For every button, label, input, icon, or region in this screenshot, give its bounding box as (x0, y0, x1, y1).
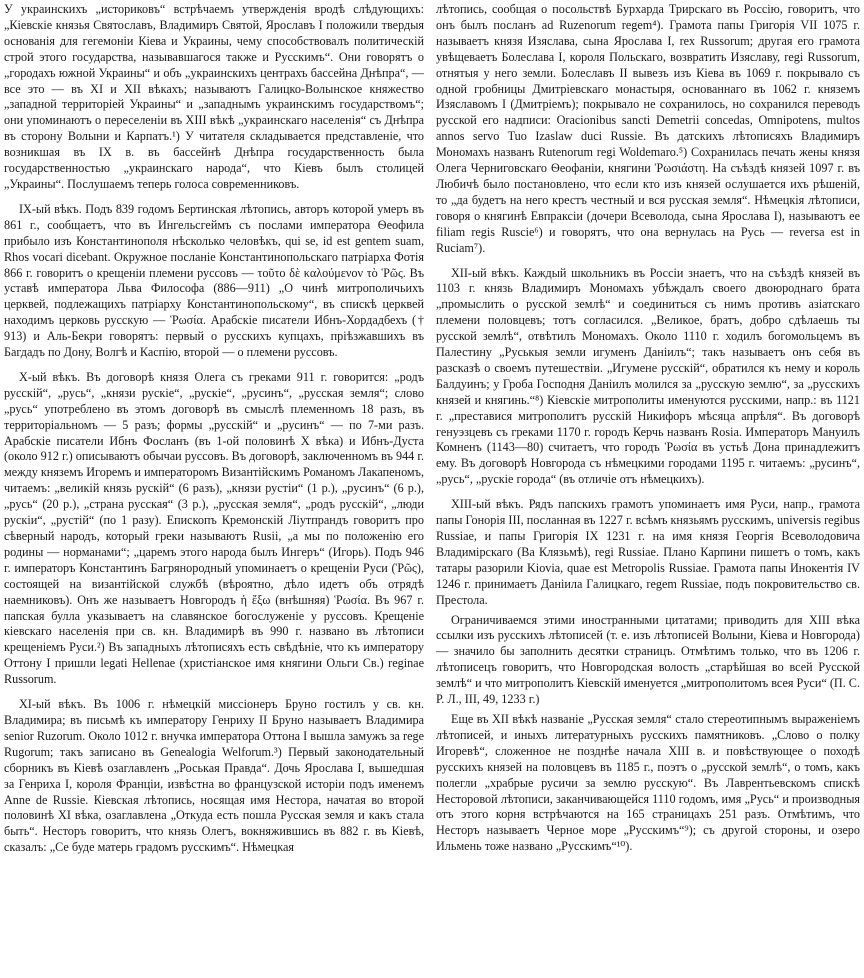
intro-paragraph: У украинскихъ „историковъ“ встрѣчаемъ утвержденія вродѣ слѣдующихъ: „Кіевскіе князья Святославъ, Владимиръ Святой, Ярославъ I положили твердыя основанія для гегемоніи Кіева и Украины, чему способствовалъ политическій строй этого государства, называвшагося также и Русскимъ“. Они говорятъ о „городахъ южной Украины“ и объ „украинскихъ центрахъ бассейна Днѣпра“, — все это — въ XI и XII вѣкахъ; называютъ Галицко-Волынское княжество „западной территоріей Украины“ и „западнымъ украинскимъ государствомъ“; они упоминаютъ о переселеніи въ XIII вѣкѣ „украинскаго населенія“ съ Днѣпра въ сторону Волыни и Карпатъ.¹) У читателя складывается представленіе, что возникшая въ IX в. въ бассейнѣ Днѣпра государственность была государственностью „украинскаго народа“, что Кіевъ былъ столицей „Украины“. Послушаемъ теперь голоса современниковъ. (4, 2, 424, 191)
left-column (4, 2, 424, 976)
x-century-paragraph: X-ый вѣкъ. Въ договорѣ князя Олега съ греками 911 г. говорится: „родъ русскій“, „русь“, „князи рускіе“, „рускіе“, „русинъ“, „русская земля“; слово „русь“ употреблено въ этомъ договорѣ въ смыслѣ племенномъ 18 разъ, въ территоріальномъ — 5 разъ; формы „русскій“ и „русинъ“ — по 7-ми разъ. Арабскіе писатели Ибнъ Фосланъ (въ 1-ой половинѣ X вѣка) и Ибнъ-Дуста (около 912 г.) описываютъ обычаи руссовъ. Въ договорѣ, заключенномъ въ 944 г. между княземъ Игоремъ и императоромъ Византійскимъ Романомъ Лакапеномъ, читаемъ: „великій князь рускій“ (6 разъ), „князи рустіи“ (1 р.), „русинъ“ (6 р.), „русь“ (20 р.), „страна русская“ (3 р.), „русская земля“, „родъ русскій“, „люди рускіи“, „рустій“ (по 1 разу). Епископъ Кремонскій Ліутпрандъ говоритъ про сѣверный народъ, который греки называютъ Rusii, „а мы по положенію его родины — норманами“; „царемъ этого народа былъ Ингеръ“ (Игорь). Подъ 946 г. императоръ Константинъ Багрянородный упоминаетъ о крещеніи Руси (Ῥῶς), состоящей на византійской службѣ (вѣроятно, дѣло идетъ объ отрядѣ наемниковъ). Онъ же называетъ Новгородъ ἡ ἔξω (внѣшняя) Ῥωσία. Въ 967 г. папская булла указываетъ на славянское богослуженіе у руссовъ. Крещеніе кіевскаго населенія при св. кн. Владимирѣ въ 990 г. названо въ лѣтописи крещеніемъ Руси.²) Въ западныхъ лѣтописяхъ есть свѣдѣніе, что къ императору Оттону I пришли legati Hellenae (христіанское имя княгини Ольги Св.) reginae Russorum. (4, 369, 424, 687)
right-column (436, 2, 860, 976)
xi-century-paragraph: XI-ый вѣкъ. Въ 1006 г. нѣмецкій миссіонеръ Бруно гостилъ у св. кн. Владимира; въ письмѣ къ императору Генриху II Бруно называетъ Владимира senior Ruzorum. Около 1012 г. внучка императора Оттона I вышла замужъ за rege Rugorum; такъ записано въ Genealogia Welforum.³) Первый законодательный сборникъ въ Кіевѣ озаглавленъ „Роськая Правда“. Дочь Ярослава I, вышедшая за Генриха I, короля Франціи, извѣстна во французской исторіи подъ именемъ Anne de Russie. Кіевская лѣтопись, носящая имя Нестора, начатая во второй половинѣ XI вѣка, озаглавлена „Откуда есть пошла Русская земля и какъ стала быть“. Несторъ говоритъ, что князь Олегъ, вокняжившись въ 882 г. въ Кіевѣ, сказалъ: „Се буде матерь градомъ русскимъ“. Нѣмецкая (4, 697, 424, 855)
xiii-century-paragraph: XIII-ый вѣкъ. Рядъ папскихъ грамотъ упоминаетъ имя Руси, напр., грамота папы Гонорія III, посланная въ 1227 г. всѣмъ князьямъ русскимъ, universis regibus Russiae, и папы Григорія IX 1231 г. на имя князя Георгія Всеволодовича Владимірскаго (Ва Клязьмѣ), regi Russiae. Плано Карпини пишетъ о томъ, какъ татары разорили Kiovia, quae est Metropolis Russiae. Грамота папы Инокентія IV 1246 г. принимаетъ Даніила Галицкаго, regem Russiae, подъ покровительство св. Престола. (436, 497, 860, 607)
xi-century-continued-paragraph: лѣтопись, сообщая о посольствѣ Бурхарда Трирскаго въ Россію, говоритъ, что онъ былъ посланъ ad Ruzenorum regem⁴). Грамота папы Григорія VII 1075 г. называетъ князя Изяслава, сына Ярослава I, rex Russorum; другая его грамота увѣщеваетъ Болеслава I, короля Польскаго, возвратить Изяславу, regi Russorum, отнятыя у него земли. Болеславъ II вывезъ изъ Кіева въ 1069 г. покрывало съ одной гробницы Дмитріевскаго монастыря, основаннаго въ 1062 г. княземъ Изяславомъ I (Дмитріемъ); покрывало не сохранилось, но сохранился переводъ русской его надписи: Oracionibus sancti Demetrii concedas, Omnipotens, multos annos servo Tuo Izaslaw duci Russie. Въ датскихъ лѣтописяхъ Владимиръ Мономахъ названъ Rutenorum regi Woldemaro.⁵) Сохранилась печать жены князя Олега Черниговскаго Ѳеофаніи, княгини Ῥωσιάστη. На съѣздѣ князей 1097 г. въ Любичѣ было постановлено, что если кто изъ князей ослушается ихъ рѣшеній, то „да будетъ на него крестъ честный и вся русская земля“. Нѣмецкія лѣтописи, говоря о княгинѣ Евпраксіи (дочери Всеволода, сына Ярослава I), называютъ ее filiam regis Ruscie⁶) и говорятъ, что она вернулась на Русь — reversa est in Ruciam⁷). (436, 2, 860, 255)
ix-century-paragraph: IX-ый вѣкъ. Подъ 839 годомъ Бертинская лѣтопись, авторъ которой умеръ въ 861 г., сообщаетъ, что въ Ингельсгеймъ съ послами императора Ѳеофила прибыло изъ Константинополя нѣсколько человѣкъ, qui se, id est gentem suam, Rhos vocari dicebant. Окружное посланіе Константинопольскаго патріарха Фотія 866 г. говоритъ о крещеніи племени руссовъ — τοῦτο δὲ καλούμενον τὸ Ῥῶς. Въ уставѣ императора Льва Философа (886—911) „О чинѣ митрополичьихъ церквей, подлежащихъ патріарху Константинопольскому“, въ спискѣ церквей находимъ церковь русскую — Ῥωσία. Арабскіе писатели Ибнъ-Хордадбехъ († 913) и Аль-Бекри говорятъ: первый о русскихъ купцахъ, пріѣзжавшихъ въ Багдадъ по Дону, Волгѣ и Каспію, второй — о племени руссовъ. (4, 201, 424, 360)
limitation-paragraph: Ограничиваемся этими иностранными цитатами; приводить для XIII вѣка ссылки изъ русскихъ лѣтописей (т. е. изъ лѣтописей Волыни, Кіева и Новгорода) — значило бы заполнить десятки страницъ. Отмѣтимъ только, что въ 1206 г. лѣтописецъ говоритъ, что Новгородская волость „старѣйшая во всей Русской землѣ“ и что митрополитъ Кіевскій именуется „митрополитомъ всея Руси“ (П. С. Р. Л., III, 49, 1233 г.) (436, 612, 860, 707)
russian-land-paragraph: Еще въ XII вѣкѣ названіе „Русская земля“ стало стереотипнымъ выраженіемъ лѣтописей, и иныхъ литературныхъ русскихъ памятниковъ. „Слово о полку Игоревѣ“, сложенное не позднѣе начала XIII в. и повѣствующее о походѣ русскихъ князей на половцевъ въ 1185 г., поэтъ о „русской землѣ“, о томъ, какъ полегли „храбрые русичи за землю русскую“. Въ Лаврентьевскомъ спискѣ Несторовой лѣтописи, заканчивающейся 1110 годомъ, имя „Русь“ и производныя отъ этого корня встрѣчаются на 165 страницахъ 251 разъ. Отмѣтимъ, что Несторъ называетъ Черное море „Русскимъ“⁹); съ другой стороны, и озеро Ильмень тоже названо „Русскимъ“¹⁰). (436, 711, 860, 854)
xii-century-paragraph: XII-ый вѣкъ. Каждый школьникъ въ Россіи знаетъ, что на съѣздѣ князей въ 1103 г. князь Владимиръ Мономахъ убѣждалъ своего двоюроднаго брата „промыслить о русской землѣ“ и соединиться съ нимъ противъ азіатскаго племени половцевъ; тотъ согласился. „Великое, братъ, добро сдѣлаешь ты русской землѣ“, отвѣтилъ Мономахъ. Около 1110 г. ходилъ богомольцемъ въ Палестину „Руськыя земли игуменъ Даніилъ“; такъ называетъ онъ себя въ разсказѣ о своемъ путешествіи. „Игумене русскій“, обратился къ нему и король Балдуинъ; у Гроба Господня Даніилъ молился за „русскую землю“, за „русскихъ князей и княгинь.“⁸) Кіевскіе митрополиты именуются русскими, напр.: въ 1121 г. „преставися митрополитъ русскій Никифоръ мѣсяца апрѣля“. Въ договорѣ генуэзцевъ съ греками 1170 г. городъ Керчь названъ Rosia. Императоръ Мануилъ Комненъ (1143—80) считаетъ, что городъ Ῥωσία въ устьѣ Дона принадлежитъ ему. Въ договорѣ Новгорода съ нѣмецкими городами 1195 г. читаемъ: „русинъ“, „русь“, „рускіе города“ (въ отличіе отъ нѣмецкихъ). (436, 265, 860, 487)
